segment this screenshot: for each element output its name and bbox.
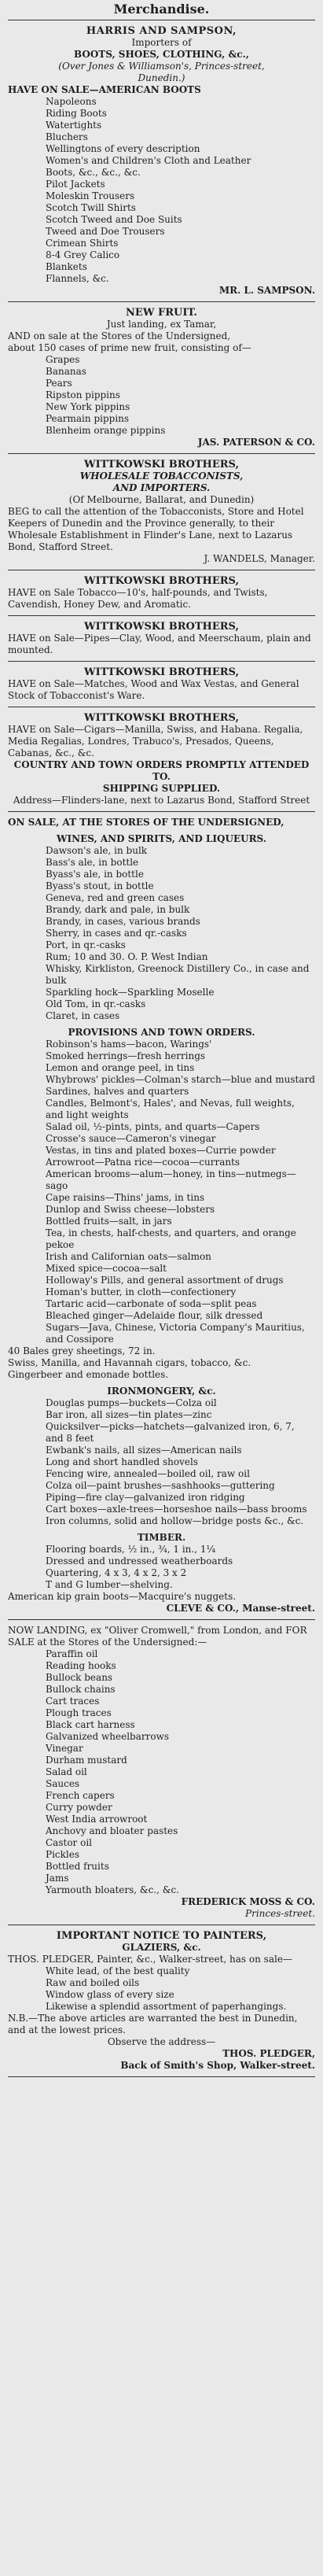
list-item: Scotch Tweed and Doe Suits: [46, 214, 182, 225]
list-item: Bottled fruits: [46, 1861, 109, 1872]
list-item: Reading hooks: [46, 1660, 116, 1671]
list-item: Cart traces: [46, 1696, 100, 1707]
ad-line: COUNTRY AND TOWN ORDERS PROMPTLY ATTENDED TO.: [13, 759, 310, 782]
ad-title: WITTKOWSKI BROTHERS,: [84, 459, 239, 471]
ad-wittkowski-3: [8, 616, 315, 662]
item-list: [8, 1039, 315, 1345]
ad-body: BEG to call the attention of the Tobacconists, Store and Hotel Keepers of Dunedin and the Province generally, to their Wholesale Establishment in Flinder's Lane, next to Lazarus Bond, Stafford Street.: [8, 506, 304, 552]
item-list: [8, 96, 315, 285]
list-item: American brooms—alum—honey, in tins—nutmegs—sago: [46, 1168, 296, 1191]
list-item: Tweed and Doe Trousers: [46, 226, 165, 237]
list-item: Dawson's ale, in bulk: [46, 845, 148, 856]
list-item: Pickles: [46, 1849, 80, 1860]
list-item: Holloway's Pills, and general assortment of drugs: [46, 1275, 284, 1286]
ad-line: about 150 cases of prime new fruit, consisting of—: [8, 342, 251, 353]
item-list: [8, 354, 315, 437]
list-item: Bullock chains: [46, 1684, 116, 1695]
list-item: Curry powder: [46, 1802, 112, 1813]
list-item: Homan's butter, in cloth—confectionery: [46, 1286, 237, 1297]
list-item: Rum; 10 and 30. O. P. West Indian: [46, 951, 208, 962]
list-item: Sparkling hock—Sparkling Moselle: [46, 987, 215, 998]
ad-line: Observe the address—: [107, 2036, 216, 2047]
list-item: Cart boxes—axle-trees—horseshoe nails—bass brooms: [46, 1504, 307, 1515]
ad-heading: TIMBER.: [137, 1532, 186, 1543]
list-item: Tea, in chests, half-chests, and quarters, and orange pekoe: [46, 1227, 296, 1250]
list-item: Bluchers: [46, 131, 88, 142]
list-item: Byass's stout, in bottle: [46, 880, 154, 891]
ad-new-fruit: [8, 302, 315, 454]
list-item: Robinson's hams—bacon, Warings': [46, 1039, 212, 1050]
item-list: [8, 1397, 315, 1527]
ad-title: WITTKOWSKI BROTHERS,: [84, 621, 239, 633]
list-item: Sugars—Java, Chinese, Victoria Company's Mauritius, and Cossipore: [46, 1322, 305, 1345]
ad-line: SHIPPING SUPPLIED.: [102, 783, 221, 794]
ad-title: WITTKOWSKI BROTHERS,: [84, 712, 239, 724]
ad-intro: HAVE ON SALE—AMERICAN BOOTS: [8, 84, 201, 95]
list-item: Riding Boots: [46, 108, 107, 119]
ad-signature: THOS. PLEDGER,: [222, 2048, 315, 2059]
list-item: Sardines, halves and quarters: [46, 1086, 189, 1097]
list-item: Salad oil: [46, 1766, 87, 1777]
ad-subtitle: Importers of: [131, 37, 192, 48]
list-item: Crimean Shirts: [46, 238, 119, 249]
list-item: Flooring boards, ½ in., ¾, 1 in., 1¼: [46, 1544, 216, 1555]
list-item: West India arrowroot: [46, 1814, 148, 1825]
ad-line: (Over Jones & Williamson's, Princes-street,: [58, 61, 265, 72]
ad-wittkowski-4: [8, 662, 315, 707]
list-item: Galvanized wheelbarrows: [46, 1731, 170, 1742]
list-item: Black cart harness: [46, 1719, 135, 1730]
list-item: Brandy, in cases, various brands: [46, 916, 200, 927]
list-item: Lemon and orange peel, in tins: [46, 1062, 195, 1073]
list-item: Bullock beans: [46, 1672, 113, 1683]
item-list: [8, 1965, 315, 2013]
item-list: [8, 845, 315, 1022]
list-item: Yarmouth bloaters, &c., &c.: [46, 1884, 179, 1895]
ad-title: HARRIS AND SAMPSON,: [86, 25, 237, 37]
list-item: Pearmain pippins: [46, 413, 130, 424]
ad-line: Swiss, Manilla, and Havannah cigars, tobacco, &c.: [8, 1357, 251, 1368]
list-item: Flannels, &c.: [46, 273, 109, 284]
ad-signature: FREDERICK MOSS & CO.: [181, 1896, 315, 1907]
list-item: Bass's ale, in bottle: [46, 857, 139, 868]
list-item: Grapes: [46, 354, 80, 365]
list-item: Port, in qr.-casks: [46, 939, 126, 950]
ad-subtitle: GLAZIERS, &c.: [122, 1942, 201, 1953]
list-item: Piping—fire clay—galvanized iron ridging: [46, 1492, 245, 1503]
list-item: Castor oil: [46, 1837, 92, 1848]
list-item: Tartaric acid—carbonate of soda—split peas: [46, 1298, 257, 1309]
item-list: [8, 1648, 315, 1896]
ad-line: (Of Melbourne, Ballarat, and Dunedin): [68, 494, 255, 505]
ad-wittkowski-5: [8, 707, 315, 812]
list-item: Bar iron, all sizes—tin plates—zinc: [46, 1409, 212, 1420]
list-item: Pears: [46, 378, 72, 389]
ad-heading: WINES, AND SPIRITS, AND LIQUEURS.: [57, 833, 266, 844]
list-item: Ewbank's nails, all sizes—American nails: [46, 1445, 242, 1456]
list-item: Bleached ginger—Adelaide flour, silk dressed: [46, 1310, 263, 1321]
ad-title: WITTKOWSKI BROTHERS,: [84, 575, 239, 587]
list-item: Pilot Jackets: [46, 179, 105, 190]
list-item: Raw and boiled oils: [46, 1977, 140, 1988]
ad-body: HAVE on Sale—Cigars—Manilla, Swiss, and Habana. Regalia, Media Regalias, Londres, Trabuco's, Presados, Queens, Cabanas, &c., &c.: [8, 724, 303, 758]
ad-signature: CLEVE & CO., Manse-street.: [166, 1603, 315, 1614]
ad-signature: MR. L. SAMPSON.: [218, 285, 315, 296]
list-item: Cape raisins—Thins' jams, in tins: [46, 1192, 205, 1203]
list-item: Wellingtons of every description: [46, 143, 200, 154]
ad-harris-sampson: [8, 20, 315, 302]
list-item: Sauces: [46, 1778, 80, 1789]
list-item: New York pippins: [46, 401, 130, 412]
ad-signature: JAS. PATERSON & CO.: [197, 437, 315, 448]
list-item: Jams: [46, 1873, 69, 1884]
ad-line: Dunedin.): [138, 72, 185, 83]
list-item: Iron columns, solid and hollow—bridge posts &c., &c.: [46, 1515, 304, 1526]
ad-title: IMPORTANT NOTICE TO PAINTERS,: [56, 1930, 267, 1942]
list-item: French capers: [46, 1790, 115, 1801]
list-item: Watertights: [46, 120, 102, 131]
ad-body: HAVE on Sale—Pipes—Clay, Wood, and Meerschaum, plain and mounted.: [8, 633, 311, 655]
list-item: Quicksilver—picks—hatchets—galvanized iron, 6, 7, and 8 feet: [46, 1421, 295, 1444]
list-item: Whisky, Kirkliston, Greenock Distillery Co., in case and bulk: [46, 963, 310, 986]
list-item: Bottled fruits—salt, in jars: [46, 1216, 172, 1227]
list-item: Candles, Belmont's, Hales', and Nevas, full weights, and light weights: [46, 1098, 295, 1120]
list-item: Scotch Twill Shirts: [46, 202, 136, 213]
ad-intro: ON SALE, AT THE STORES OF THE UNDERSIGNED,: [8, 817, 284, 828]
list-item: Window glass of every size: [46, 1989, 174, 2000]
list-item: Ripston pippins: [46, 389, 120, 400]
section-header: Merchandise.: [8, 0, 315, 20]
list-item: Fencing wire, annealed—boiled oil, raw oil: [46, 1468, 250, 1479]
list-item: Brandy, dark and pale, in bulk: [46, 904, 190, 915]
list-item: 8-4 Grey Calico: [46, 249, 120, 260]
list-item: Napoleons: [46, 96, 97, 107]
list-item: Whybrows' pickles—Colman's starch—blue and mustard: [46, 1074, 315, 1085]
ad-line: Gingerbeer and emonade bottles.: [8, 1369, 169, 1380]
ad-line: 40 Bales grey sheetings, 72 in.: [8, 1345, 156, 1356]
ad-subtitle: WHOLESALE TOBACCONISTS,: [79, 471, 244, 482]
list-item: Long and short handled shovels: [46, 1456, 198, 1467]
list-item: Dunlop and Swiss cheese—lobsters: [46, 1204, 215, 1215]
list-item: Anchovy and bloater pastes: [46, 1825, 178, 1836]
list-item: Sherry, in cases and qr.-casks: [46, 928, 187, 939]
ad-heading: IRONMONGERY, &c.: [107, 1386, 216, 1397]
list-item: Crosse's sauce—Cameron's vinegar: [46, 1133, 216, 1144]
list-item: Likewise a splendid assortment of paperhangings.: [46, 2001, 287, 2012]
list-item: Douglas pumps—buckets—Colza oil: [46, 1397, 217, 1408]
list-item: Salad oil, ½-pints, pints, and quarts—Capers: [46, 1121, 260, 1132]
ad-title: NEW FRUIT.: [126, 307, 197, 319]
ad-thos-pledger: [8, 1925, 315, 2077]
list-item: Arrowroot—Patna rice—cocoa—currants: [46, 1157, 240, 1168]
list-item: Vestas, in tins and plated boxes—Currie powder: [46, 1145, 276, 1156]
ad-title: WITTKOWSKI BROTHERS,: [84, 666, 239, 678]
list-item: Byass's ale, in bottle: [46, 869, 144, 880]
list-item: Mixed spice—cocoa—salt: [46, 1263, 167, 1274]
list-item: Claret, in cases: [46, 1010, 120, 1021]
ad-frederick-moss: [8, 1620, 315, 1925]
list-item: Moleskin Trousers: [46, 190, 135, 201]
ad-subtitle: AND IMPORTERS.: [112, 482, 211, 493]
list-item: Geneva, red and green cases: [46, 892, 185, 903]
list-item: Irish and Californian oats—salmon: [46, 1251, 211, 1262]
ad-wittkowski-1: [8, 454, 315, 570]
list-item: Quartering, 4 x 3, 4 x 2, 3 x 2: [46, 1567, 187, 1578]
ad-line: AND on sale at the Stores of the Undersigned,: [8, 330, 231, 341]
ad-body: HAVE on Sale Tobacco—10's, half-pounds, and Twists, Cavendish, Honey Dew, and Aromatic.: [8, 587, 268, 610]
list-item: T and G lumber—shelving.: [46, 1579, 173, 1590]
ad-line: Address—Flinders-lane, next to Lazarus Bond, Stafford Street: [13, 795, 310, 806]
item-list: [8, 1544, 315, 1591]
list-item: Colza oil—paint brushes—sashhooks—guttering: [46, 1480, 275, 1491]
ad-line: American kip grain boots—Macquire's nuggets.: [8, 1591, 237, 1602]
ad-address: Back of Smith's Shop, Walker-street.: [120, 2060, 315, 2071]
ad-cleve-co: [8, 812, 315, 1620]
list-item: Boots, &c., &c., &c.: [46, 167, 141, 178]
list-item: Smoked herrings—fresh herrings: [46, 1050, 206, 1061]
list-item: Dressed and undressed weatherboards: [46, 1556, 233, 1567]
ad-intro: THOS. PLEDGER, Painter, &c., Walker-street, has on sale—: [8, 1954, 292, 1965]
ad-intro: NOW LANDING, ex "Oliver Cromwell," from London, and FOR SALE at the Stores of the Undersigned:—: [8, 1625, 307, 1648]
ad-address: Princes-street.: [245, 1908, 315, 1919]
ad-heading: PROVISIONS AND TOWN ORDERS.: [68, 1027, 255, 1038]
ad-note: N.B.—The above articles are warranted the best in Dunedin, and at the lowest prices.: [8, 2013, 298, 2035]
ad-wittkowski-2: [8, 570, 315, 616]
list-item: White lead, of the best quality: [46, 1965, 190, 1976]
list-item: Durham mustard: [46, 1755, 127, 1766]
ad-line: Just landing, ex Tamar,: [106, 319, 217, 330]
list-item: Bananas: [46, 366, 86, 377]
ad-line: BOOTS, SHOES, CLOTHING, &c.,: [74, 49, 249, 60]
list-item: Old Tom, in qr.-casks: [46, 998, 146, 1009]
ad-body: HAVE on Sale—Matches, Wood and Wax Vestas, and General Stock of Tobacconist's Ware.: [8, 678, 299, 701]
ad-signature: J. WANDELS, Manager.: [204, 553, 315, 564]
list-item: Paraffin oil: [46, 1648, 98, 1659]
list-item: Blankets: [46, 261, 87, 272]
list-item: Blenheim orange pippins: [46, 425, 166, 436]
list-item: Plough traces: [46, 1707, 112, 1718]
list-item: Vinegar: [46, 1743, 83, 1754]
list-item: Women's and Children's Cloth and Leather: [46, 155, 251, 166]
